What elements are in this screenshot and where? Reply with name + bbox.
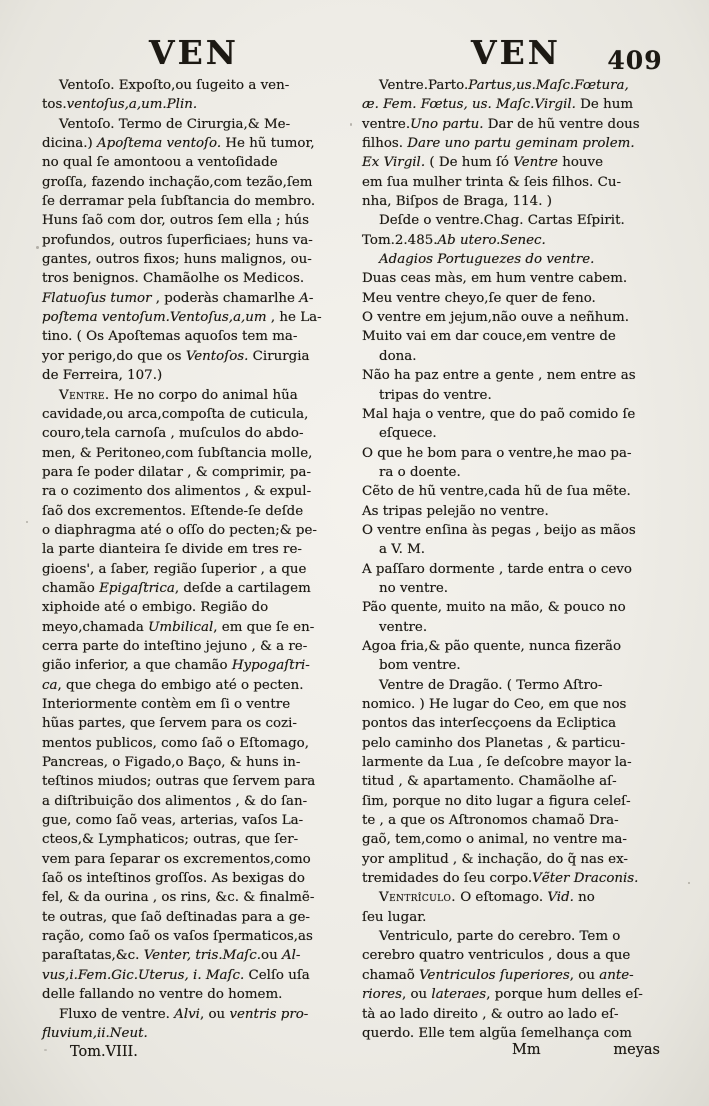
text-line xyxy=(42,1024,342,1043)
text-segment: vus,i.Fem.Gic.Uterus, i. Maſc. xyxy=(42,967,245,983)
text-segment: bom ventre. xyxy=(362,658,461,674)
text-segment: gue, como ſaõ veas, arterias, vaſos La- xyxy=(42,813,304,829)
text-line xyxy=(42,966,342,985)
text-line xyxy=(362,502,662,521)
text-segment: ventoſus,a,um.Plin. xyxy=(66,97,198,113)
text-line xyxy=(42,946,342,965)
text-segment: dicina.) xyxy=(42,136,97,152)
text-segment: Pão quente, muito na mão, & pouco no xyxy=(362,600,626,616)
ink-speck xyxy=(36,246,39,249)
text-line xyxy=(362,308,662,327)
text-segment: a V. M. xyxy=(362,542,426,558)
text-segment: Epigaſtrica xyxy=(99,580,175,596)
tome-label: Tom.VIII. xyxy=(70,1044,138,1060)
text-line xyxy=(362,327,662,346)
text-segment: gaõ, tem,como o animal, no ventre ma- xyxy=(362,832,627,848)
text-segment: tripas do ventre. xyxy=(362,387,492,403)
text-line xyxy=(362,734,662,753)
ink-speck xyxy=(350,123,352,126)
text-line xyxy=(362,424,662,443)
text-segment: Ventoſo. Expoſto,ou ſugeito a ven- xyxy=(42,78,290,93)
text-segment: ſeu lugar. xyxy=(362,909,427,925)
text-line xyxy=(42,927,342,946)
text-segment: Vid. xyxy=(547,890,574,906)
text-line xyxy=(362,95,662,114)
text-line xyxy=(42,502,342,521)
text-line xyxy=(362,908,662,927)
catchword: meyas xyxy=(613,1042,660,1058)
text-segment: ſaõ dos excrementos. Eſtende-ſe deſde xyxy=(42,503,304,519)
text-segment: xiphoide até o embigo. Região do xyxy=(42,600,269,616)
text-line xyxy=(42,308,342,327)
text-line xyxy=(362,76,662,95)
text-segment: Pancreas, o Figado,o Baço, & huns in- xyxy=(42,755,301,771)
text-segment: Dare uno partu geminam prolem. xyxy=(407,136,635,152)
text-line xyxy=(42,579,342,598)
text-line xyxy=(362,676,662,695)
text-segment: , poderàs chamarlhe xyxy=(151,290,300,306)
text-line xyxy=(42,850,342,869)
text-line xyxy=(362,753,662,772)
text-segment: Agoa fria,& pão quente, nunca fizerão xyxy=(362,638,622,654)
text-segment: tremidades do ſeu corpo. xyxy=(362,871,533,887)
text-line xyxy=(42,95,342,114)
text-segment: em ſua mulher trinta & ſeis filhos. Cu- xyxy=(362,174,621,190)
text-line xyxy=(42,231,342,250)
page-number: 409 xyxy=(607,46,663,75)
text-segment: no qual ſe amontoou a ventoſidade xyxy=(42,155,278,171)
text-segment: chamaõ xyxy=(362,967,420,983)
text-line xyxy=(42,637,342,656)
text-segment: Partus,us.Maſc.Fœtura, xyxy=(468,78,629,93)
text-segment: Flatuoſus tumor xyxy=(42,290,152,306)
text-segment: nha, Biſpos de Braga, 114. ) xyxy=(362,194,552,210)
text-segment: Ventriculo, parte do cerebro. Tem o xyxy=(362,929,621,945)
text-line xyxy=(362,560,662,579)
text-segment: Venter, tris.Maſc. xyxy=(143,948,262,964)
text-line xyxy=(42,211,342,230)
text-segment: Ventoſos. xyxy=(185,348,249,364)
text-segment: meyo,chamada xyxy=(42,619,149,635)
text-segment: de Ferreira, 107.) xyxy=(42,368,163,384)
text-segment: ca xyxy=(42,677,58,693)
text-segment: yor perigo,do que os xyxy=(42,348,186,364)
text-segment: la parte dianteira ſe divide em tres re- xyxy=(42,542,302,558)
text-segment xyxy=(42,388,59,403)
text-segment: Ex Virgil. xyxy=(362,155,426,171)
text-line xyxy=(42,366,342,385)
text-segment: æ. Fem. Fœtus, us. Maſc.Virgil. xyxy=(362,97,576,113)
text-segment: Dar de hũ ventre dous xyxy=(483,116,640,132)
text-segment: pontos das interſecçoens da Ecliptica xyxy=(362,716,617,732)
text-line xyxy=(362,656,662,675)
text-segment: Ab utero.Senec. xyxy=(437,232,546,248)
text-segment: querdo. Elle tem algũa ſemelhança com xyxy=(362,1025,632,1041)
text-line xyxy=(362,618,662,637)
text-line xyxy=(362,463,662,482)
text-segment: hũas partes, que ſervem para os cozi- xyxy=(42,716,297,732)
text-line xyxy=(362,792,662,811)
text-segment: tino. ( Os Apoſtemas aquoſos tem ma- xyxy=(42,329,298,345)
text-segment: titud , & apartamento. Chamãolhe aſ- xyxy=(362,774,617,790)
text-segment: ração, como ſaõ os vaſos ſpermaticos,as xyxy=(42,929,313,945)
text-line xyxy=(362,153,662,172)
text-segment: Ventre. xyxy=(59,387,110,403)
text-segment: Muito vai em dar couce,em ventre de xyxy=(362,329,616,345)
ink-speck xyxy=(688,882,690,884)
text-line xyxy=(362,482,662,501)
text-line xyxy=(362,714,662,733)
text-segment: Vẽter Draconis. xyxy=(532,871,639,887)
text-line xyxy=(362,772,662,791)
text-segment: vem para ſeparar os excrementos,como xyxy=(42,851,311,867)
text-line xyxy=(42,405,342,424)
text-segment: cerebro quatro ventriculos , dous a que xyxy=(362,948,631,964)
text-line xyxy=(362,946,662,965)
text-line xyxy=(362,289,662,308)
text-segment: He no corpo do animal hũa xyxy=(109,387,298,403)
text-line xyxy=(42,134,342,153)
text-line xyxy=(42,772,342,791)
text-line xyxy=(42,869,342,888)
text-segment: , he La- xyxy=(266,310,322,326)
ink-speck xyxy=(26,521,28,523)
text-line xyxy=(362,811,662,830)
text-segment: ſe derramar pela ſubſtancia do membro. xyxy=(42,194,316,210)
text-line xyxy=(42,444,342,463)
text-segment: , em que ſe en- xyxy=(213,619,315,635)
text-segment: nomico. ) He lugar do Ceo, em que nos xyxy=(362,697,627,712)
text-line xyxy=(42,676,342,695)
text-segment: cteos,& Lymphaticos; outras, que ſer- xyxy=(42,832,299,848)
text-segment: Cẽto de hũ ventre,cada hũ de ſua mẽte. xyxy=(362,484,631,500)
text-segment: dona. xyxy=(362,348,417,364)
text-segment: no xyxy=(573,890,595,906)
text-segment: mentos publicos, como ſaõ o Eſtomago, xyxy=(42,735,309,751)
text-segment: , ou xyxy=(569,967,600,983)
text-segment: He hũ tumor, xyxy=(221,136,315,152)
text-line xyxy=(362,695,662,714)
text-line xyxy=(42,656,342,675)
text-segment: Mal haja o ventre, que do paõ comido ſe xyxy=(362,406,636,422)
text-segment: cerra parte do inteſtino jejuno , & a re- xyxy=(42,638,308,654)
text-segment: poſtema ventoſum.Ventoſus,a,um xyxy=(42,310,267,326)
text-segment: ſaõ os inteſtinos groſſos. As bexigas do xyxy=(42,871,305,887)
text-line xyxy=(42,424,342,443)
text-segment: Apoſtema ventoſo. xyxy=(96,136,222,152)
text-segment: gantes, outros fixos; huns malignos, ou- xyxy=(42,252,312,268)
text-segment: As tripas pelejão no ventre. xyxy=(362,503,549,519)
text-line xyxy=(42,792,342,811)
text-segment: Deſde o ventre.Chag. Cartas Eſpirit. xyxy=(362,213,625,229)
text-segment: Cirurgia xyxy=(248,348,310,364)
text-segment: A paſſaro dormente , tarde entra o cevo xyxy=(362,561,632,577)
text-segment: tros benignos. Chamãolhe os Medicos. xyxy=(42,271,305,287)
text-segment: ante- xyxy=(599,967,634,983)
text-segment: Hypogaſtri- xyxy=(231,658,310,674)
text-segment: Huns ſaõ com dor, outros ſem ella ; hús xyxy=(42,213,310,229)
text-segment: Umbilical xyxy=(148,619,214,635)
text-segment: , ou xyxy=(401,987,432,1003)
text-line xyxy=(42,347,342,366)
text-segment: Fluxo de ventre. xyxy=(42,1006,175,1022)
text-segment: Duas ceas màs, em hum ventre cabem. xyxy=(362,271,628,287)
text-line xyxy=(362,250,662,269)
text-segment: a diſtribuição dos alimentos , & do ſan- xyxy=(42,793,308,809)
text-line xyxy=(362,192,662,211)
text-line xyxy=(362,366,662,385)
text-segment: Meu ventre cheyo,ſe quer de feno. xyxy=(362,290,596,306)
running-head-right: VEN xyxy=(471,33,561,72)
text-segment: te outras, que ſaõ deſtinadas para a ge- xyxy=(42,909,310,925)
text-segment: te , a que os Aſtronomos chamaõ Dra- xyxy=(362,813,619,829)
text-line xyxy=(42,192,342,211)
text-line xyxy=(362,211,662,230)
text-segment: couro,tela carnoſa , muſculos do abdo- xyxy=(42,426,304,442)
text-line xyxy=(42,173,342,192)
text-segment: profundos, outros ſuperficiaes; huns va- xyxy=(42,232,313,248)
text-segment: gião inferior, a que chamão xyxy=(42,658,232,674)
text-line xyxy=(42,289,342,308)
text-segment: De hum xyxy=(575,97,634,113)
text-line xyxy=(42,153,342,172)
text-line xyxy=(362,386,662,405)
text-segment: Interiormente contèm em ſi o ventre xyxy=(42,697,291,712)
text-segment: para ſe poder dilatar , & comprimir, pa- xyxy=(42,464,311,480)
text-line xyxy=(362,927,662,946)
text-line xyxy=(42,386,342,405)
text-line xyxy=(362,966,662,985)
text-column-right xyxy=(362,76,662,1043)
text-segment: Alvi xyxy=(174,1006,200,1022)
text-line xyxy=(42,753,342,772)
text-segment: Ventre.Parto. xyxy=(362,78,469,93)
text-segment: no ventre. xyxy=(362,580,449,596)
text-segment: ( De hum ſó xyxy=(425,155,514,171)
text-segment xyxy=(362,890,379,905)
text-segment: lateraes xyxy=(431,987,487,1003)
text-segment: men, & Peritoneo,com ſubſtancia molle, xyxy=(42,445,313,461)
text-segment: , que chega do embigo até o pecten. xyxy=(57,677,304,693)
text-line xyxy=(42,250,342,269)
text-line xyxy=(42,1005,342,1024)
text-line xyxy=(42,888,342,907)
text-segment: larmente da Lua , ſe deſcobre mayor la- xyxy=(362,755,632,771)
text-segment: ſim, porque no dito lugar a figura celeſ- xyxy=(362,793,631,809)
text-line xyxy=(362,405,662,424)
signature-mark: Mm xyxy=(512,1042,541,1058)
text-segment: houve xyxy=(557,155,604,171)
text-segment: teſtinos miudos; outras que ſervem para xyxy=(42,774,316,790)
text-segment: Uno partu. xyxy=(410,116,484,132)
text-line xyxy=(42,734,342,753)
text-line xyxy=(42,695,342,714)
text-line xyxy=(362,540,662,559)
text-line xyxy=(42,463,342,482)
text-segment: O ventre em jejum,não ouve a neñhum. xyxy=(362,310,629,326)
text-line xyxy=(362,579,662,598)
text-line xyxy=(362,347,662,366)
text-line xyxy=(362,521,662,540)
text-segment xyxy=(362,252,379,267)
text-segment: eſquece. xyxy=(362,426,437,442)
text-segment: pelo caminho dos Planetas , & particu- xyxy=(362,735,626,751)
running-head-left: VEN xyxy=(149,33,239,72)
text-segment: Ventoſo. Termo de Cirurgia,& Me- xyxy=(42,116,291,132)
text-line xyxy=(42,482,342,501)
text-segment: Ventre de Dragão. ( Termo Aſtro- xyxy=(362,677,603,693)
text-segment: ventre. xyxy=(362,619,428,635)
text-line xyxy=(42,560,342,579)
text-segment: fluvium,ii.Neut. xyxy=(42,1025,148,1041)
text-line xyxy=(362,269,662,288)
text-segment: O que he bom para o ventre,he mao pa- xyxy=(362,445,632,461)
text-line xyxy=(42,327,342,346)
text-segment: filhos. xyxy=(362,136,408,152)
text-segment: Ventriculos ſuperiores xyxy=(419,967,570,983)
text-segment: chamão xyxy=(42,580,100,596)
text-segment: paraſtatas,&c. xyxy=(42,948,144,964)
text-segment: yor amplitud , & inchação, do q̃ nas ex- xyxy=(362,851,628,867)
text-segment: tà ao lado direito , & outro ao lado eſ- xyxy=(362,1006,619,1022)
text-segment: , deſde a cartilagem xyxy=(174,580,311,596)
text-line xyxy=(42,540,342,559)
text-line xyxy=(362,134,662,153)
text-line xyxy=(42,269,342,288)
text-line xyxy=(362,1005,662,1024)
text-line xyxy=(42,618,342,637)
text-segment: Tom.2.485. xyxy=(362,232,438,248)
text-segment: A- xyxy=(299,290,314,306)
text-line xyxy=(362,637,662,656)
text-segment: gioens', a ſaber, região ſuperior , a que xyxy=(42,561,307,577)
text-line xyxy=(42,76,342,95)
text-segment: Adagios Portuguezes do ventre. xyxy=(379,252,595,268)
text-segment: groſſa, fazendo inchação,com tezão,ſem xyxy=(42,174,313,190)
text-line xyxy=(362,850,662,869)
text-segment: , ou xyxy=(199,1006,230,1022)
text-segment: ventre. xyxy=(362,116,411,132)
text-line xyxy=(42,115,342,134)
text-segment: ventris pro- xyxy=(229,1006,309,1022)
text-segment: ou xyxy=(261,948,282,964)
text-segment: Ventre xyxy=(513,155,558,171)
text-segment: riores xyxy=(362,987,402,1003)
text-line xyxy=(362,985,662,1004)
text-line xyxy=(362,444,662,463)
text-segment: tos. xyxy=(42,97,67,113)
text-line xyxy=(42,830,342,849)
text-segment: ra o cozimento dos alimentos , & expul- xyxy=(42,484,312,500)
text-segment: O ventre enſina às pegas , beijo as mãos xyxy=(362,522,636,538)
text-segment: Celſo uſa xyxy=(244,967,310,983)
text-segment: Não ha paz entre a gente , nem entre as xyxy=(362,368,636,384)
text-segment: fel, & da ourina , os rins, &c. & finalmẽ- xyxy=(42,890,315,906)
text-line xyxy=(42,811,342,830)
text-line xyxy=(362,173,662,192)
footer-signature-row xyxy=(362,1042,662,1062)
text-line xyxy=(42,714,342,733)
text-segment: o diaphragma até o oſſo do pecten;& pe- xyxy=(42,522,317,538)
text-segment: Al- xyxy=(281,948,301,964)
text-line xyxy=(42,985,342,1004)
text-line xyxy=(362,888,662,907)
text-segment: ra o doente. xyxy=(362,464,461,480)
text-segment: Ventrîculo. xyxy=(379,890,456,906)
text-segment: cavidade,ou arca,compoſta de cuticula, xyxy=(42,406,309,422)
text-segment: delle fallando no ventre do homem. xyxy=(42,987,283,1003)
text-column-left xyxy=(42,76,342,1043)
text-line xyxy=(362,1024,662,1043)
text-line xyxy=(362,598,662,617)
text-line xyxy=(362,830,662,849)
text-line xyxy=(362,869,662,888)
text-line xyxy=(362,115,662,134)
text-line xyxy=(42,521,342,540)
text-segment: O eſtomago. xyxy=(455,890,548,906)
text-line xyxy=(42,598,342,617)
text-line xyxy=(42,908,342,927)
text-segment: , porque hum delles eſ- xyxy=(486,987,643,1003)
text-line xyxy=(362,231,662,250)
ink-speck xyxy=(44,1049,47,1051)
